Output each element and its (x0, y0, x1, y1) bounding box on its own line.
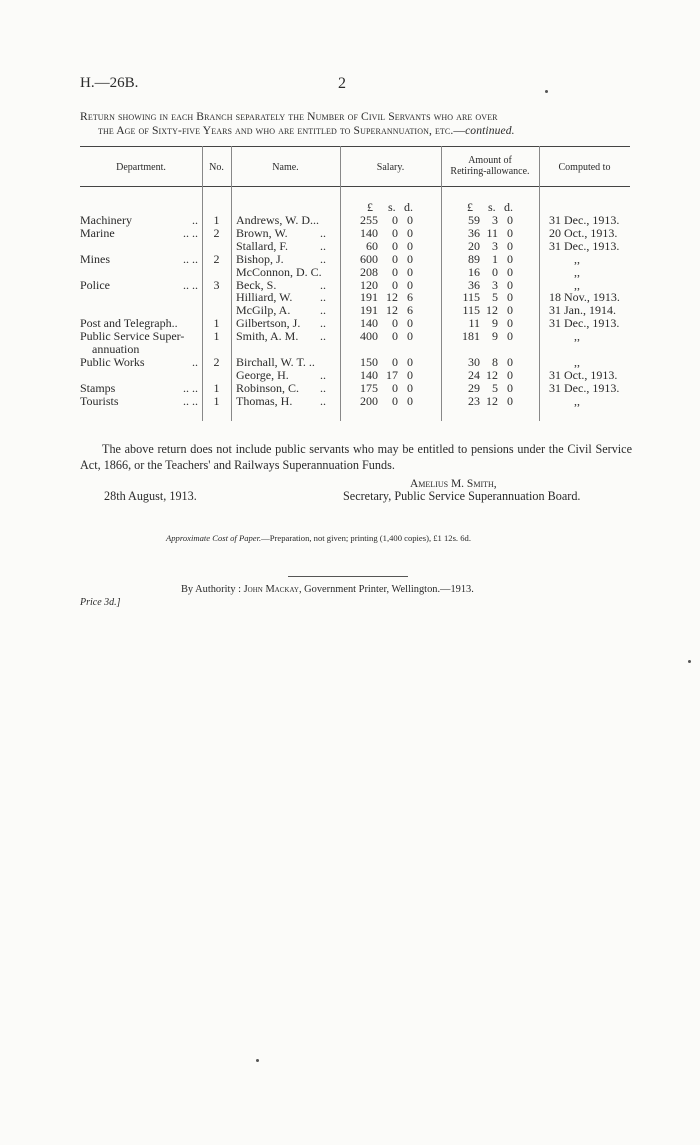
cell-allowance-pounds: 24 (468, 367, 480, 382)
cell-allowance-pence: 0 (507, 213, 513, 227)
cell-allowance-pounds: 11 (468, 316, 480, 331)
cell-no: 1 (213, 393, 220, 408)
cell-salary-shillings: 0 (392, 316, 398, 331)
cell-leader-dots: .. (192, 354, 198, 369)
footnote-text: The above return does not include public servants who may be entitled to pensions under the Civil Service Act, 1866, or the Teachers' and Railways Superannuation Funds. (80, 442, 632, 472)
cost-text: —Preparation, not given; printing (1,400 copies), £1 12s. 6d. (261, 533, 471, 543)
cell-salary-pounds: 60 (366, 238, 378, 253)
cell-leader-dots: .. (320, 290, 326, 305)
cell-computed-to: 31 Dec., 1913. (549, 238, 620, 253)
cell-allowance-shillings: 8 (492, 354, 498, 369)
cell-salary-pounds: 208 (360, 264, 378, 279)
return-title-line-2-text: the Age of Sixty-five Years and who are entitled to Superannuation, etc.— (98, 124, 466, 137)
cell-salary-pence: 0 (407, 251, 413, 266)
cell-name: Gilbertson, J. (236, 316, 301, 331)
header-department: Department. (116, 162, 166, 173)
cell-salary-shillings: 0 (392, 225, 398, 240)
cell-leader-dots: .. (320, 329, 326, 344)
cell-salary-pounds: 140 (360, 367, 378, 382)
price-note: Price 3d.] (80, 597, 121, 608)
cell-department: Machinery (80, 213, 132, 227)
return-title-line-2 (98, 124, 628, 137)
allowance-pound-unit: £ (467, 200, 473, 214)
cell-department-cont: annuation (92, 342, 140, 356)
cell-department: Public Service Super- (80, 329, 185, 344)
cell-salary-pence: 0 (407, 329, 413, 344)
cell-salary-pounds: 140 (360, 225, 378, 240)
cell-allowance-pounds: 30 (468, 354, 480, 369)
return-title-line-1: Return showing in each Branch separately the Number of Civil Servants who are over (80, 110, 498, 123)
salary-pound-unit: £ (367, 200, 373, 214)
cell-leader-dots: .. (320, 303, 326, 318)
cell-salary-shillings: 0 (392, 251, 398, 266)
cell-leader-dots: .. .. (183, 393, 198, 408)
cell-allowance-pence: 0 (507, 238, 513, 253)
cell-salary-shillings: 0 (392, 329, 398, 344)
salary-pence-unit: d. (404, 200, 413, 214)
cell-allowance-pounds: 36 (468, 277, 480, 292)
cell-leader-dots: .. .. (183, 277, 198, 292)
cell-salary-pounds: 191 (360, 303, 378, 318)
cell-salary-pounds: 120 (360, 277, 378, 292)
paper-speck (545, 90, 548, 93)
cell-allowance-shillings: 3 (492, 238, 498, 253)
cell-salary-pence: 6 (407, 303, 413, 318)
cell-allowance-pence: 0 (507, 316, 513, 331)
cell-name: Stallard, F. (236, 238, 289, 253)
cell-salary-pounds: 200 (360, 393, 378, 408)
cell-salary-shillings: 12 (386, 290, 398, 305)
cell-salary-pence: 0 (407, 238, 413, 253)
cell-computed-to: ,, (574, 277, 580, 292)
cell-leader-dots: .. (320, 277, 326, 292)
cell-name: Birchall, W. T. .. (236, 354, 315, 369)
cell-salary-shillings: 0 (392, 264, 398, 279)
cell-allowance-shillings: 5 (492, 380, 498, 395)
cell-salary-shillings: 0 (392, 213, 398, 227)
cell-allowance-shillings: 5 (492, 290, 498, 305)
cell-no: 3 (213, 277, 220, 292)
cell-salary-shillings: 0 (392, 238, 398, 253)
column-divider (340, 146, 341, 421)
cell-leader-dots: .. (192, 213, 198, 227)
cell-salary-pounds: 175 (360, 380, 378, 395)
cell-name: Brown, W. (236, 225, 288, 240)
cell-salary-pence: 0 (407, 367, 413, 382)
salary-shilling-unit: s. (388, 200, 396, 214)
printer-name: John Mackay (243, 584, 299, 595)
header-no: No. (209, 162, 224, 173)
cell-computed-to: 31 Dec., 1913. (549, 380, 620, 395)
paper-speck (688, 660, 691, 663)
cell-name: Robinson, C. (236, 380, 300, 395)
page-number: 2 (338, 75, 346, 92)
cell-no: 2 (213, 225, 220, 240)
cell-salary-pence: 0 (407, 264, 413, 279)
cell-computed-to: 31 Dec., 1913. (549, 316, 620, 331)
cell-department: Tourists (80, 393, 119, 408)
cell-allowance-shillings: 12 (486, 393, 498, 408)
cell-leader-dots: .. (320, 393, 326, 408)
cell-allowance-shillings: 12 (486, 303, 498, 318)
cell-salary-pence: 0 (407, 277, 413, 292)
cell-allowance-pence: 0 (507, 264, 513, 279)
cell-leader-dots: .. (320, 316, 326, 331)
cell-salary-pounds: 600 (360, 251, 378, 266)
cell-department: Mines (80, 251, 110, 266)
cell-no: 1 (213, 213, 220, 227)
table-top-rule (80, 146, 630, 147)
column-divider (231, 146, 232, 421)
cell-no: 1 (213, 329, 220, 344)
cell-computed-to: ,, (574, 264, 580, 279)
cell-allowance-pence: 0 (507, 329, 513, 344)
cell-salary-shillings: 0 (392, 277, 398, 292)
cell-allowance-pence: 0 (507, 225, 513, 240)
cell-computed-to: 31 Jan., 1914. (549, 303, 616, 318)
authority-suffix: , Government Printer, Wellington.—1913. (298, 584, 474, 595)
cell-allowance-pence: 0 (507, 290, 513, 305)
cell-salary-pounds: 140 (360, 316, 378, 331)
cell-salary-pounds: 255 (360, 213, 378, 227)
cell-allowance-shillings: 9 (492, 316, 498, 331)
document-reference: H.—26B. (80, 75, 139, 91)
cell-name: Smith, A. M. (236, 329, 299, 344)
cell-allowance-pence: 0 (507, 393, 513, 408)
footnote-paragraph (80, 441, 632, 473)
cell-name: Hilliard, W. (236, 290, 293, 305)
cell-computed-to: 31 Dec., 1913. (549, 213, 620, 227)
signatory-title: Secretary, Public Service Superannuation Board. (343, 489, 581, 503)
cell-allowance-shillings: 1 (492, 251, 498, 266)
cell-allowance-pence: 0 (507, 380, 513, 395)
cell-salary-pence: 0 (407, 316, 413, 331)
printer-authority (181, 584, 474, 595)
cost-label: Approximate Cost of Paper. (166, 533, 262, 543)
cell-computed-to: 31 Oct., 1913. (549, 367, 618, 382)
cell-allowance-pounds: 115 (462, 290, 480, 305)
cell-salary-pence: 6 (407, 290, 413, 305)
cell-name: George, H. (236, 367, 289, 382)
signatory-name: Amelius M. Smith, (410, 478, 497, 490)
header-computed-to: Computed to (558, 162, 611, 173)
cell-salary-pence: 0 (407, 380, 413, 395)
cell-allowance-pounds: 115 (462, 303, 480, 318)
cell-allowance-pounds: 20 (468, 238, 480, 253)
cell-allowance-shillings: 3 (492, 213, 498, 227)
cell-name: McConnon, D. C. (236, 264, 322, 279)
cell-no: 1 (213, 316, 220, 331)
cost-of-paper-note (166, 533, 471, 543)
cell-no: 2 (213, 251, 220, 266)
cell-computed-to: ,, (574, 393, 580, 408)
cell-salary-shillings: 0 (392, 380, 398, 395)
cell-leader-dots: .. .. (183, 251, 198, 266)
allowance-pence-unit: d. (504, 200, 513, 214)
cell-allowance-pounds: 181 (462, 329, 480, 344)
cell-computed-to: ,, (574, 354, 580, 369)
cell-salary-pence: 0 (407, 393, 413, 408)
cell-leader-dots: .. .. (183, 225, 198, 240)
cell-no: 2 (213, 354, 220, 369)
cell-computed-to: 18 Nov., 1913. (549, 290, 620, 305)
cell-allowance-shillings: 3 (492, 277, 498, 292)
cell-salary-pounds: 150 (360, 354, 378, 369)
cell-name: McGilp, A. (236, 303, 291, 318)
table-header-rule (80, 186, 630, 187)
cell-name: Beck, S. (236, 277, 277, 292)
signature-date: 28th August, 1913. (104, 489, 197, 503)
header-name: Name. (272, 162, 299, 173)
return-title-continued: continued. (465, 124, 515, 137)
cell-department: Police (80, 277, 110, 292)
cell-department: Post and Telegraph.. (80, 316, 178, 331)
column-divider (441, 146, 442, 421)
cell-leader-dots: .. (320, 380, 326, 395)
cell-salary-shillings: 0 (392, 393, 398, 408)
cell-leader-dots: .. (320, 251, 326, 266)
cell-salary-pounds: 191 (360, 290, 378, 305)
cell-allowance-pence: 0 (507, 251, 513, 266)
cell-allowance-pounds: 59 (468, 213, 480, 227)
cell-allowance-pence: 0 (507, 303, 513, 318)
cell-salary-shillings: 17 (386, 367, 398, 382)
cell-computed-to: 20 Oct., 1913. (549, 225, 618, 240)
cell-computed-to: ,, (574, 329, 580, 344)
cell-name: Andrews, W. D... (236, 213, 319, 227)
header-allowance-line-1: Amount of (468, 155, 512, 166)
cell-department: Stamps (80, 380, 116, 395)
colophon-rule (288, 576, 408, 577)
authority-prefix: By Authority : (181, 584, 244, 595)
cell-allowance-shillings: 12 (486, 367, 498, 382)
cell-allowance-shillings: 9 (492, 329, 498, 344)
cell-allowance-pence: 0 (507, 354, 513, 369)
cell-name: Bishop, J. (236, 251, 284, 266)
cell-salary-shillings: 12 (386, 303, 398, 318)
cell-leader-dots: .. (320, 238, 326, 253)
cell-salary-pounds: 400 (360, 329, 378, 344)
cell-salary-shillings: 0 (392, 354, 398, 369)
cell-allowance-shillings: 11 (486, 225, 498, 240)
cell-allowance-pounds: 16 (468, 264, 480, 279)
cell-salary-pence: 0 (407, 354, 413, 369)
cell-computed-to: ,, (574, 251, 580, 266)
cell-leader-dots: .. (320, 225, 326, 240)
cell-allowance-pounds: 23 (468, 393, 480, 408)
header-allowance-line-2: Retiring-allowance. (450, 166, 530, 177)
cell-salary-pence: 0 (407, 225, 413, 240)
cell-department: Public Works (80, 354, 145, 369)
header-salary: Salary. (376, 162, 405, 173)
cell-allowance-pounds: 89 (468, 251, 480, 266)
cell-allowance-pence: 0 (507, 367, 513, 382)
cell-allowance-pounds: 29 (468, 380, 480, 395)
allowance-shilling-unit: s. (488, 200, 496, 214)
cell-allowance-pence: 0 (507, 277, 513, 292)
cell-name: Thomas, H. (236, 393, 293, 408)
cell-allowance-pounds: 36 (468, 225, 480, 240)
paper-speck (256, 1059, 259, 1062)
cell-no: 1 (213, 380, 220, 395)
cell-salary-pence: 0 (407, 213, 413, 227)
cell-department: Marine (80, 225, 115, 240)
cell-leader-dots: .. (320, 367, 326, 382)
cell-allowance-shillings: 0 (492, 264, 498, 279)
cell-leader-dots: .. .. (183, 380, 198, 395)
